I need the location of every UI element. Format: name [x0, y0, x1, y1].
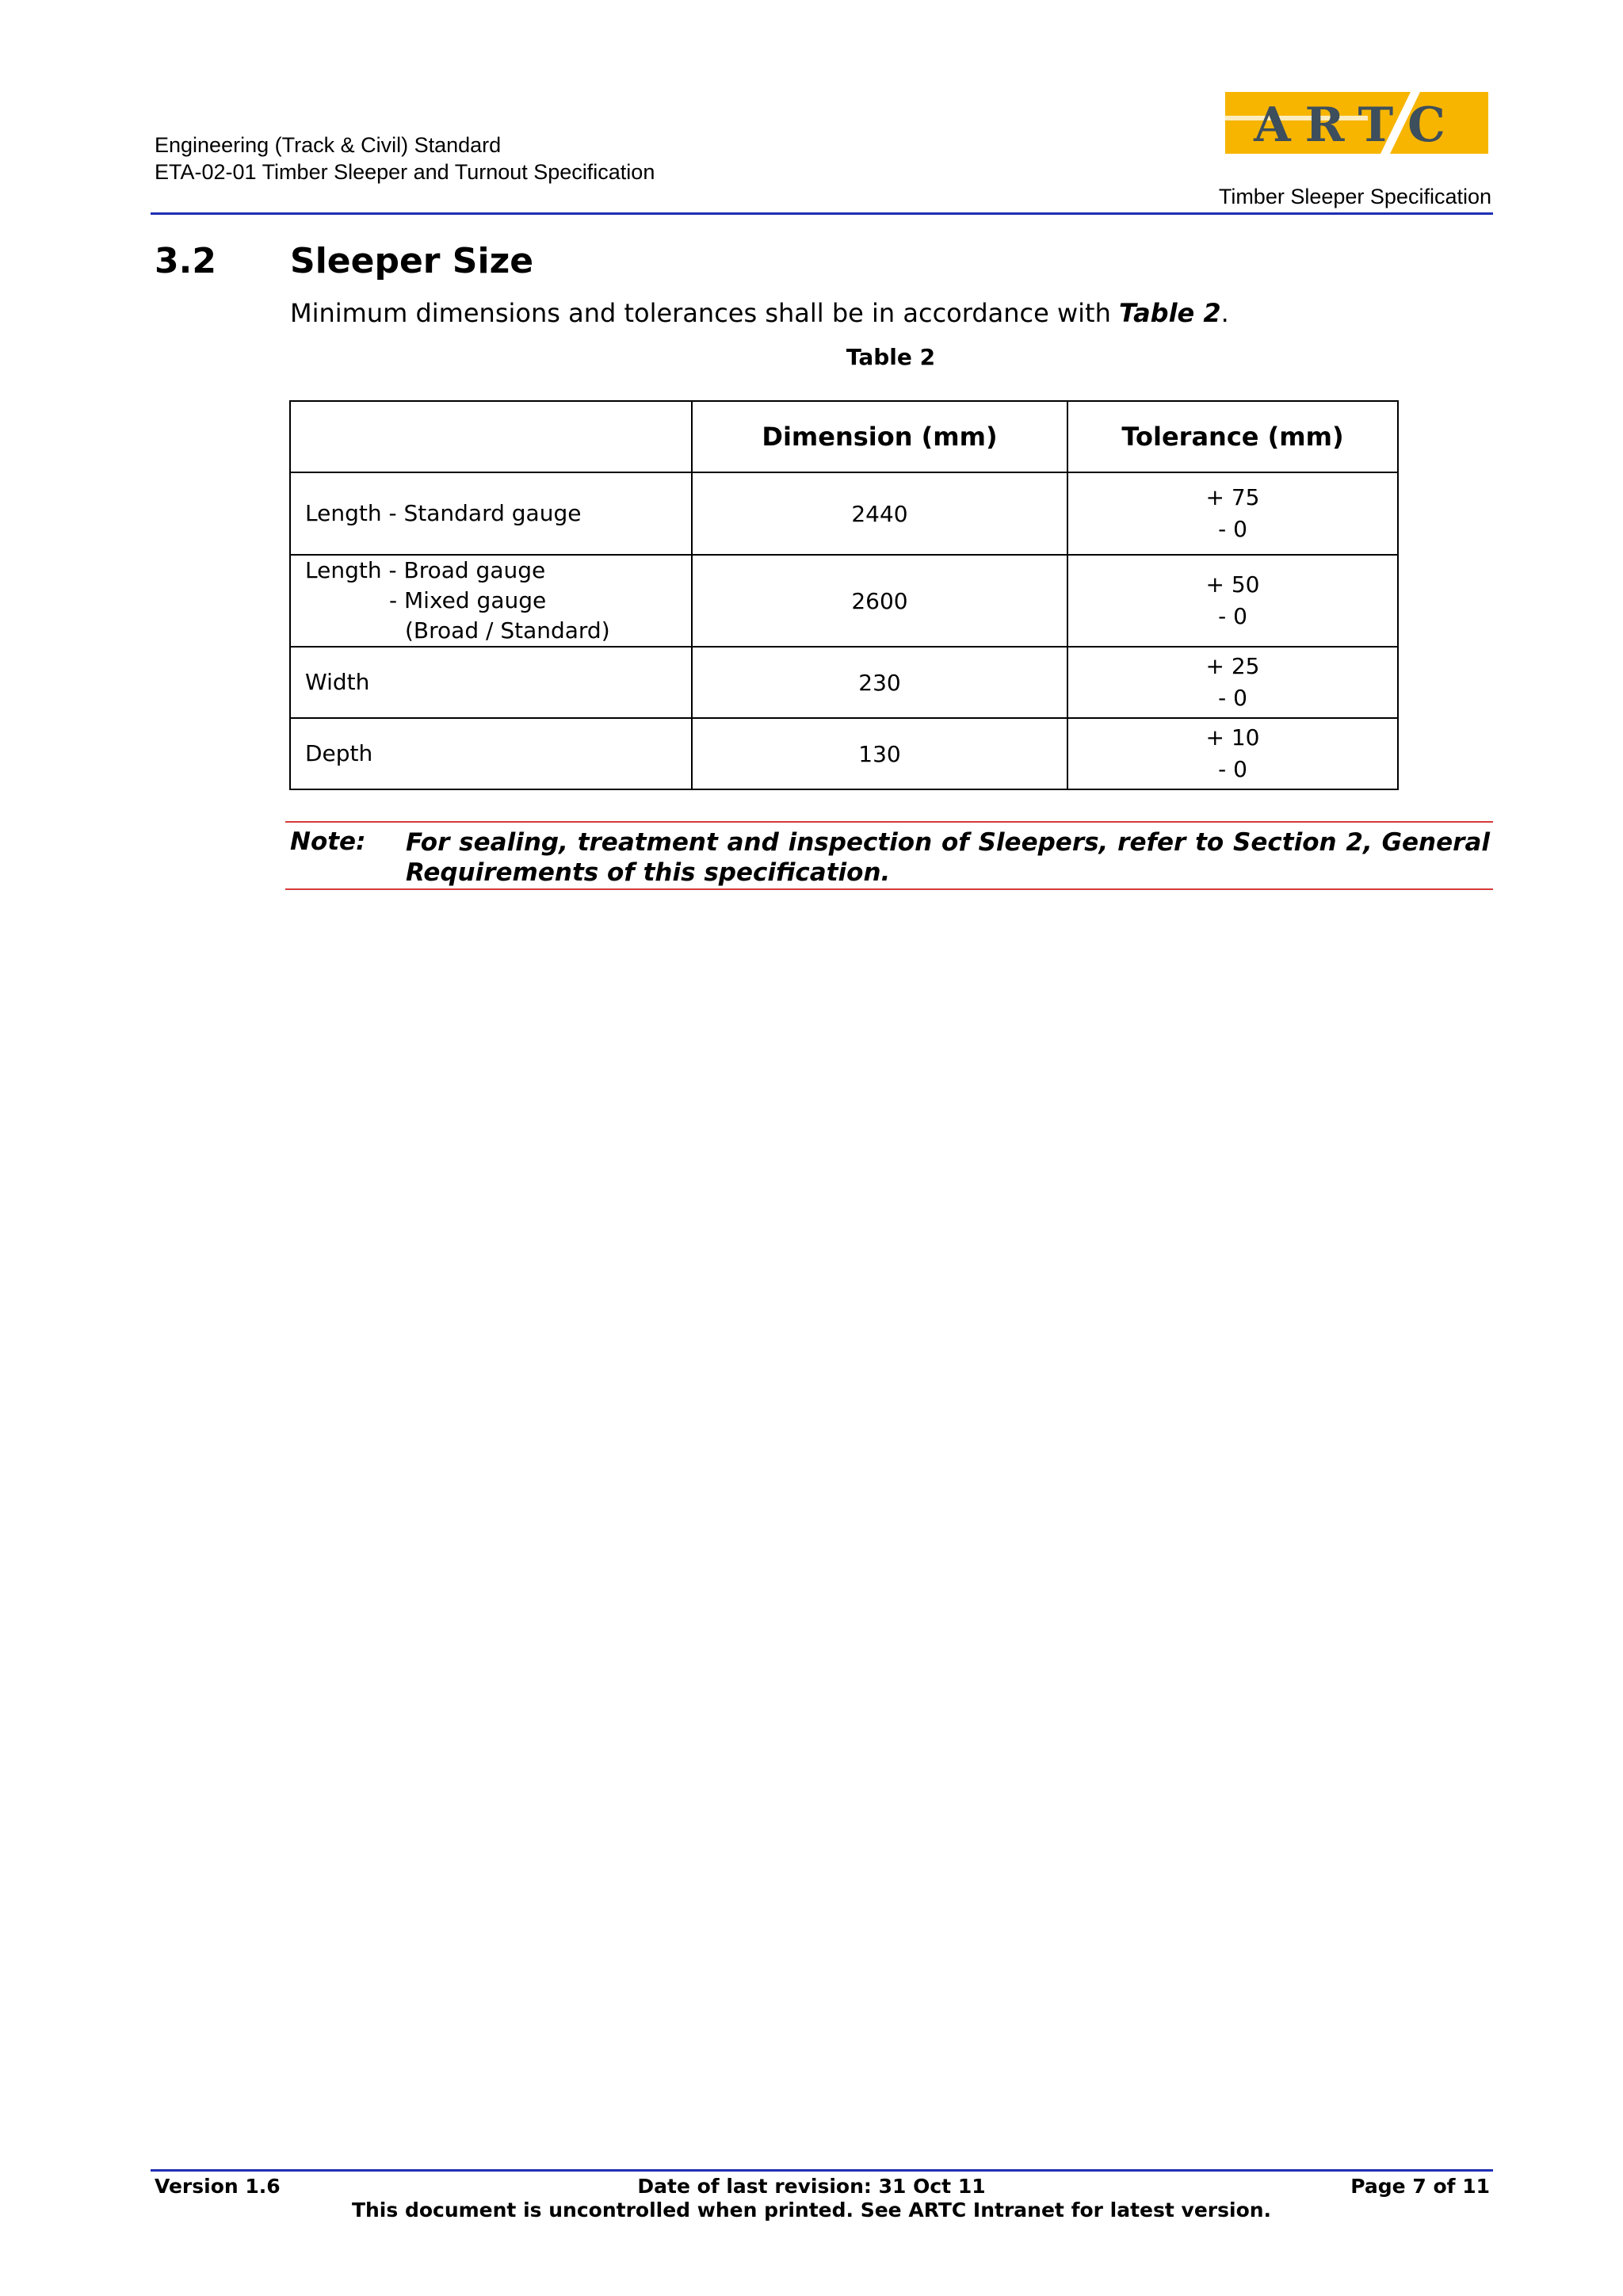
tolerance-plus: + 75	[1205, 484, 1260, 510]
tolerance-minus: - 0	[1218, 516, 1247, 542]
tolerance-minus: - 0	[1218, 603, 1247, 629]
footer-disclaimer: This document is uncontrolled when printed. See ARTC Intranet for latest version.	[351, 2199, 1272, 2222]
row-dimension: 130	[692, 718, 1067, 789]
row-dimension: 2440	[692, 472, 1067, 555]
header-standard: Engineering (Track & Civil) Standard	[155, 133, 502, 157]
artc-logo	[1225, 92, 1488, 154]
intro-table-ref: Table 2	[1119, 298, 1221, 328]
note-label: Note:	[290, 827, 366, 856]
row-dimension: 230	[692, 647, 1067, 718]
footer-page-number: Page 7 of 11	[1350, 2175, 1490, 2198]
note-text: For sealing, treatment and inspection of Sleepers, refer to Section 2, General Requirements of this specification.	[406, 828, 1490, 887]
header-spec-title: ETA-02-01 Timber Sleeper and Turnout Specification	[155, 160, 655, 184]
footer-revision-date: Date of last revision: 31 Oct 11	[637, 2175, 986, 2198]
tolerance-plus: + 10	[1205, 724, 1260, 751]
table-header-row	[290, 401, 1398, 472]
row-dimension: 2600	[692, 555, 1067, 647]
header-rule	[151, 212, 1493, 215]
table-row	[290, 472, 1398, 555]
header-section-name: Timber Sleeper Specification	[1218, 185, 1491, 208]
table-row	[290, 647, 1398, 718]
tolerance-minus: - 0	[1218, 756, 1247, 782]
header-cell-dimension: Dimension (mm)	[692, 401, 1067, 472]
intro-text: Minimum dimensions and tolerances shall be in accordance with	[290, 298, 1120, 328]
row-tolerance	[1067, 718, 1398, 789]
row-label	[290, 647, 692, 718]
label-line: Length - Broad gauge	[305, 557, 546, 583]
sleeper-size-table	[289, 400, 1399, 790]
section-title: Sleeper Size	[290, 241, 534, 281]
note-rule-bottom	[285, 888, 1493, 890]
row-label	[290, 555, 692, 647]
row-tolerance	[1067, 472, 1398, 555]
intro-end: .	[1220, 298, 1229, 328]
footer-version: Version 1.6	[155, 2175, 281, 2198]
table-caption: Table 2	[846, 344, 936, 370]
table-row	[290, 555, 1398, 647]
row-tolerance	[1067, 647, 1398, 718]
label-line: Length - Standard gauge	[305, 500, 582, 526]
tolerance-plus: + 25	[1205, 653, 1260, 679]
section-intro	[290, 298, 1229, 328]
table-row	[290, 718, 1398, 789]
row-label	[290, 472, 692, 555]
note-rule-top	[285, 821, 1493, 823]
row-label	[290, 718, 692, 789]
tolerance-minus: - 0	[1218, 685, 1247, 711]
label-line: Depth	[305, 740, 373, 766]
label-line: (Broad / Standard)	[405, 617, 610, 644]
tolerance-plus: + 50	[1205, 571, 1260, 598]
logo-text: ARTC	[1254, 97, 1460, 153]
row-tolerance	[1067, 555, 1398, 647]
document-header	[155, 132, 655, 185]
label-line: Width	[305, 669, 370, 695]
header-cell-tolerance: Tolerance (mm)	[1067, 401, 1398, 472]
section-number: 3.2	[155, 241, 216, 281]
footer-rule	[151, 2169, 1493, 2172]
header-cell-blank	[290, 401, 692, 472]
label-line: - Mixed gauge	[389, 587, 547, 613]
